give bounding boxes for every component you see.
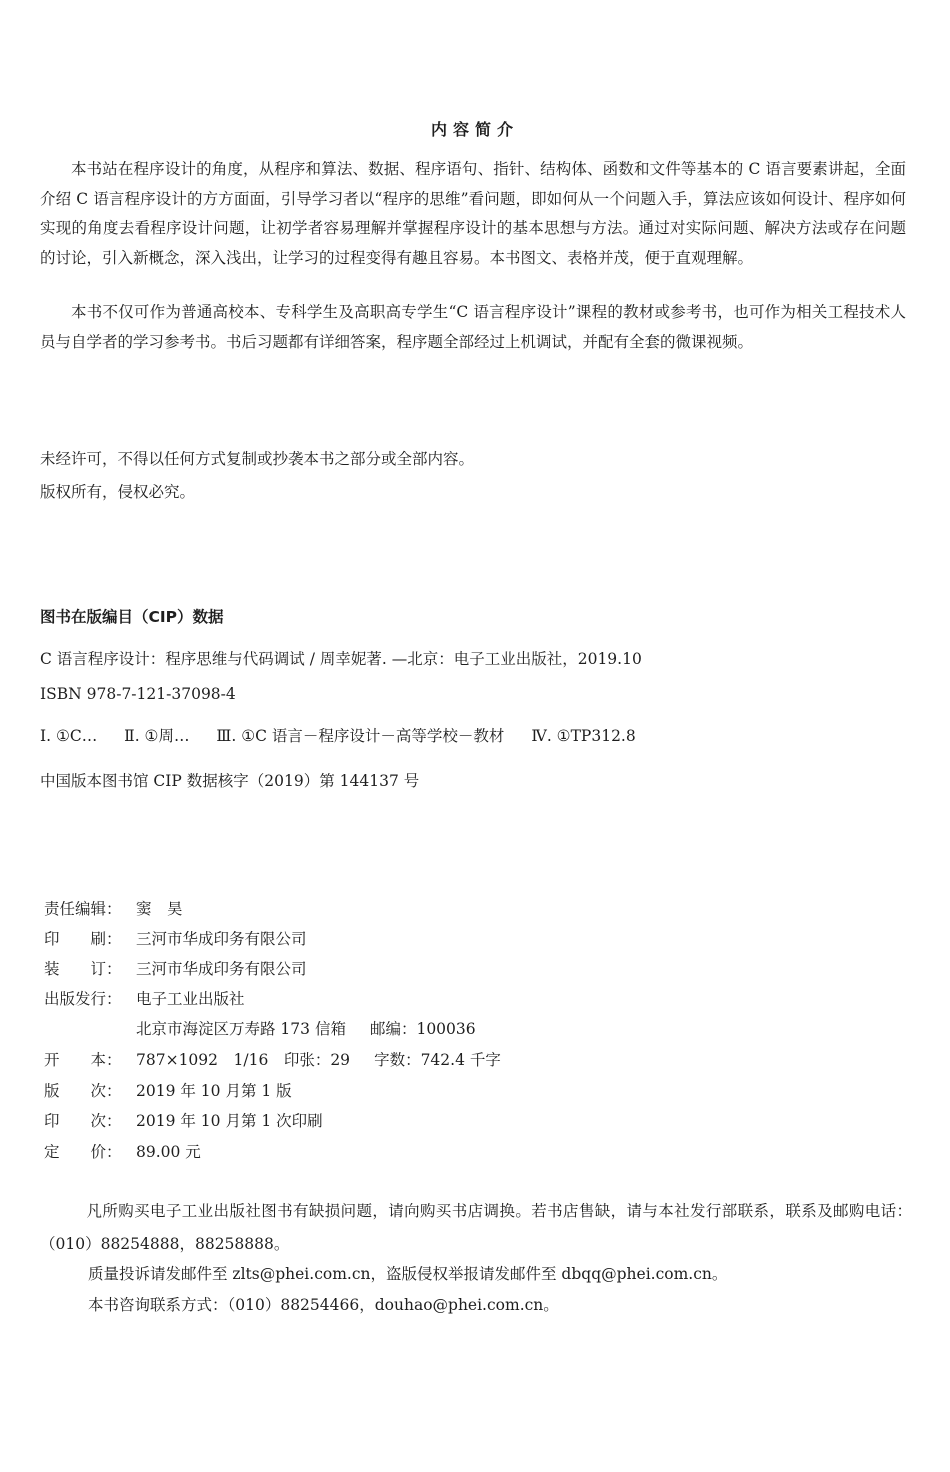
credit-value: 89.00 元 xyxy=(136,1143,201,1161)
credit-row xyxy=(44,1049,501,1071)
credit-extra: 字数：742.4 千字 xyxy=(374,1051,501,1069)
credit-value: 787×1092 1/16 印张：29 xyxy=(136,1051,351,1069)
credit-value: 窦 昊 xyxy=(136,900,183,918)
credit-label: 版 次： xyxy=(44,1082,122,1100)
credit-value: 三河市华成印务有限公司 xyxy=(136,930,307,948)
credit-row xyxy=(44,1080,292,1102)
credit-value: 2019 年 10 月第 1 次印刷 xyxy=(136,1112,323,1130)
credit-value: 2019 年 10 月第 1 版 xyxy=(136,1082,292,1100)
credit-label: 责任编辑： xyxy=(44,900,122,918)
credit-label: 装 订： xyxy=(44,960,122,978)
credit-row xyxy=(44,988,245,1010)
cip-heading: 图书在版编目（CIP）数据 xyxy=(40,608,224,626)
credit-row xyxy=(44,1141,201,1163)
complaint-contact: 质量投诉请发邮件至 zlts@phei.com.cn，盗版侵权举报请发邮件至 dbqq@phei.com.cn。 xyxy=(88,1265,728,1283)
intro-paragraph-2: 本书不仅可作为普通高校本、专科学生及高职高专学生“C 语言程序设计”课程的教材或参考书，也可作为相关工程技术人员与自学者的学习参考书。书后习题都有详细答案，程序题全部经过上机调试，并配有全套的微课视频。 xyxy=(40,303,906,351)
credit-row xyxy=(44,1018,476,1040)
classification-item: Ⅱ. ①周… xyxy=(124,727,190,745)
credit-label: 开 本： xyxy=(44,1051,122,1069)
credit-value: 三河市华成印务有限公司 xyxy=(136,960,307,978)
credit-row xyxy=(44,898,183,920)
rights-reserved: 版权所有，侵权必究。 xyxy=(40,483,196,501)
credit-row xyxy=(44,1110,323,1132)
credit-label: 出版发行： xyxy=(44,990,122,1008)
credit-extra: 邮编：100036 xyxy=(369,1020,476,1038)
credit-label: 印 刷： xyxy=(44,930,122,948)
intro-paragraph-1: 本书站在程序设计的角度，从程序和算法、数据、程序语句、指针、结构体、函数和文件等基本的 C 语言要素讲起，全面介绍 C 语言程序设计的方方面面，引导学习者以“程序的思维”看问题，即如何从一个问题入手，算法应该如何设计、程序如何实现的角度去看程序设计问题，让初学者容易理解并掌握程序设计的基本思想与方法。通过对实际问题、解决方法或存在问题的讨论，引入新概念，深入浅出，让学习的过程变得有趣且容易。本书图文、表格并茂，便于直观理解。 xyxy=(40,160,906,267)
credit-label: 印 次： xyxy=(44,1112,122,1130)
credit-value: 北京市海淀区万寿路 173 信箱 xyxy=(136,1020,346,1038)
credit-row xyxy=(44,928,307,950)
cip-isbn: ISBN 978-7-121-37098-4 xyxy=(40,685,236,703)
credit-row xyxy=(44,958,307,980)
classification-item: Ⅰ. ①C… xyxy=(40,727,98,745)
cip-classification xyxy=(40,725,658,747)
classification-item: Ⅳ. ①TP312.8 xyxy=(531,727,636,745)
classification-item: Ⅲ. ①C 语言－程序设计－高等学校－教材 xyxy=(216,727,505,745)
inquiry-contact: 本书咨询联系方式：（010）88254466，douhao@phei.com.cn。 xyxy=(88,1296,559,1314)
purchase-notice: 凡所购买电子工业出版社图书有缺损问题，请向购买书店调换。若书店售缺，请与本社发行部联系，联系及邮购电话：（010）88254888，88258888。 xyxy=(40,1202,912,1253)
page-title: 内容简介 xyxy=(430,120,519,139)
credit-value: 电子工业出版社 xyxy=(136,990,245,1008)
cip-verification: 中国版本图书馆 CIP 数据核字（2019）第 144137 号 xyxy=(40,772,420,790)
credit-label: 定 价： xyxy=(44,1143,122,1161)
copyright-notice: 未经许可，不得以任何方式复制或抄袭本书之部分或全部内容。 xyxy=(40,450,475,468)
cip-record: C 语言程序设计：程序思维与代码调试 / 周幸妮著. —北京：电子工业出版社，2019.10 xyxy=(40,650,642,668)
